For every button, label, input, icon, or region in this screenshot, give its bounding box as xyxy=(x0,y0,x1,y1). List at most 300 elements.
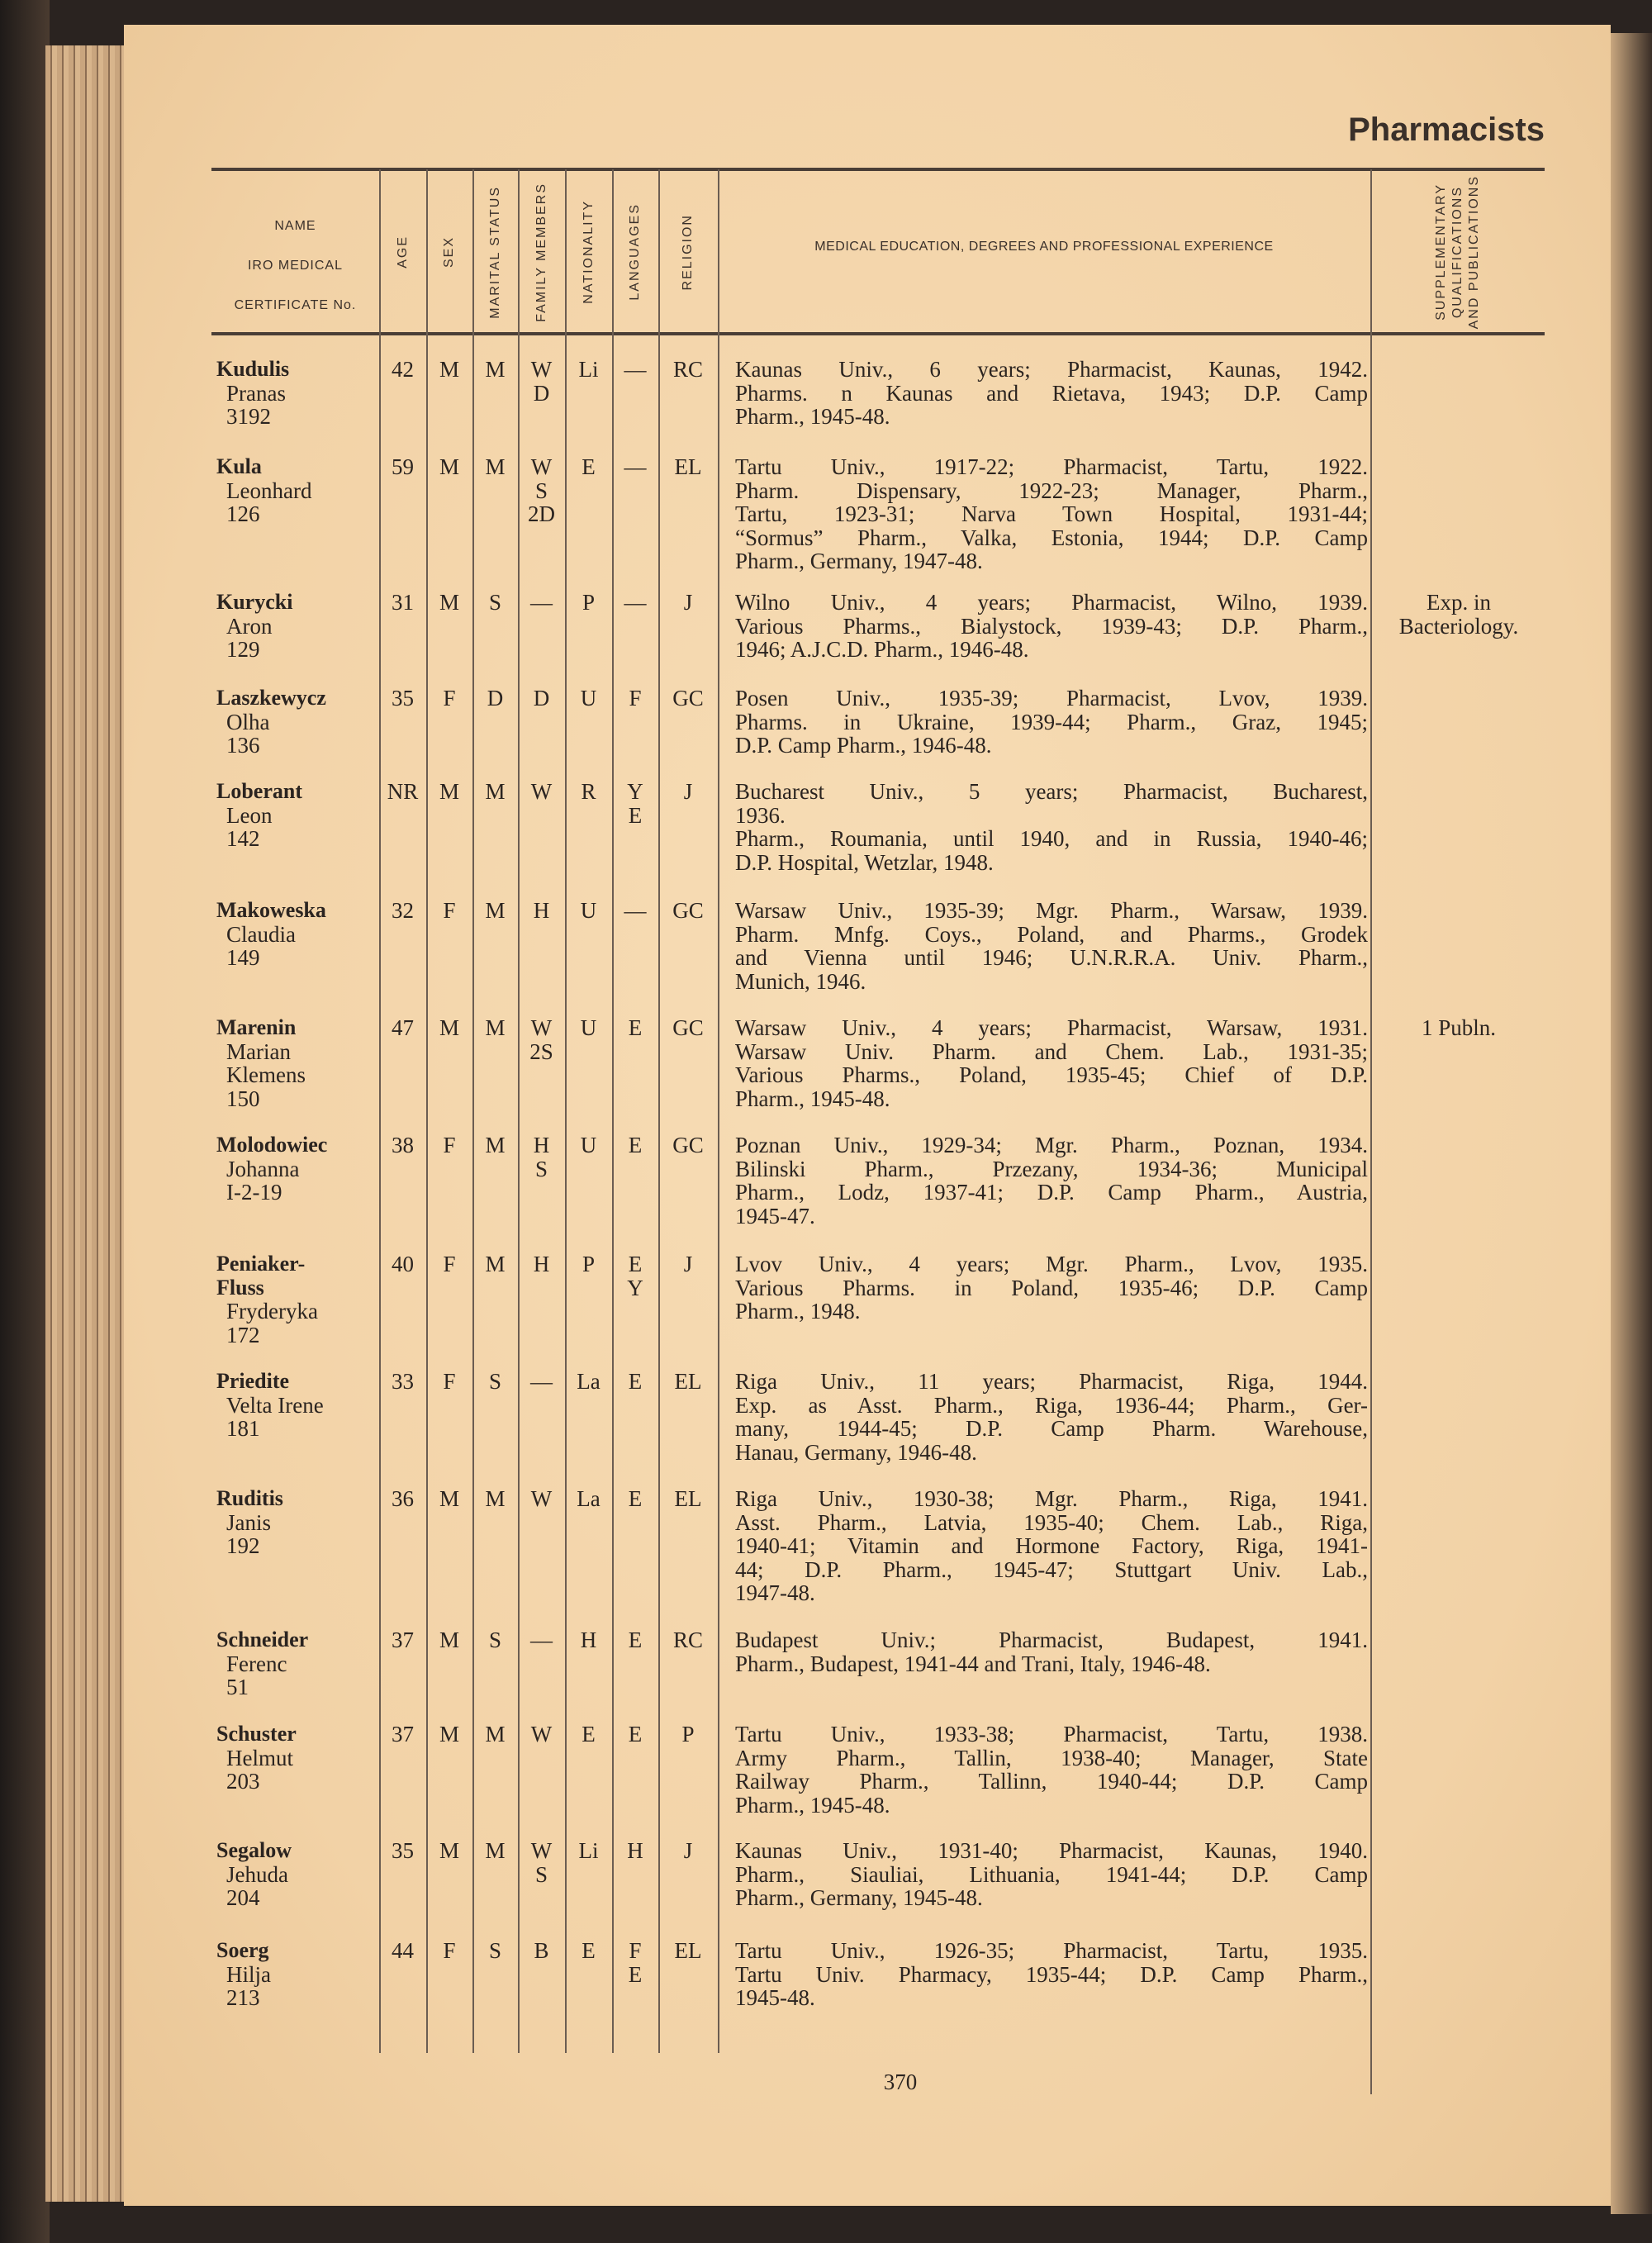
age-cell xyxy=(379,1370,426,1394)
age-cell xyxy=(379,687,426,710)
nationality-cell xyxy=(565,1939,612,1963)
given-name-or-cert: 213 xyxy=(226,1985,260,2011)
experience-line: Pharm., Germany, 1947-48. xyxy=(735,549,983,574)
marital-value: M xyxy=(485,1486,506,1511)
nationality-value: U xyxy=(580,1133,597,1157)
marital-cell xyxy=(472,455,518,479)
sex-cell xyxy=(426,687,472,710)
nationality-cell xyxy=(565,455,612,479)
languages-value: — xyxy=(624,454,647,479)
experience-line: Wilno Univ., 4 years; Pharmacist, Wilno, 1939. xyxy=(735,590,1368,615)
given-name-or-cert: 129 xyxy=(226,637,260,663)
experience-line: 44; D.P. Pharm., 1945-47; Stuttgart Univ. Lab., xyxy=(735,1556,1368,1582)
experience-line: Bucharest Univ., 5 years; Pharmacist, Bucharest, xyxy=(735,779,1368,804)
age-cell xyxy=(379,1839,426,1863)
marital-value: M xyxy=(485,454,506,479)
religion-cell xyxy=(658,780,718,804)
family-cell xyxy=(518,1487,565,1511)
header-religion-label: RELIGION xyxy=(681,213,695,291)
header-family-label: FAMILY MEMBERS xyxy=(534,182,548,322)
sex-value: M xyxy=(439,779,459,804)
age-value: 59 xyxy=(392,454,414,479)
religion-cell xyxy=(658,1939,718,1963)
given-name-or-cert: Leonhard xyxy=(226,478,312,503)
age-value: 40 xyxy=(392,1252,414,1276)
experience-cell xyxy=(735,687,1368,758)
header-marital-label: MARITAL STATUS xyxy=(487,185,502,319)
name-cell xyxy=(216,1628,382,1699)
religion-value: GC xyxy=(672,1133,704,1157)
experience-cell xyxy=(735,591,1368,662)
given-name-or-cert: Hilja xyxy=(226,1961,271,1987)
column-rule xyxy=(565,169,567,2053)
experience-cell xyxy=(735,455,1368,573)
given-name-or-cert: Helmut xyxy=(226,1745,293,1770)
nationality-value: Li xyxy=(578,357,599,382)
given-name-or-cert: 142 xyxy=(226,826,260,852)
experience-line: Hanau, Germany, 1946-48. xyxy=(735,1439,977,1465)
religion-value: GC xyxy=(672,1015,704,1040)
experience-cell xyxy=(735,1016,1368,1110)
family-cell xyxy=(518,1133,565,1181)
given-name-or-cert: 136 xyxy=(226,733,260,758)
age-value: 35 xyxy=(392,686,414,710)
sex-value: M xyxy=(439,590,459,615)
languages-value: E xyxy=(628,1015,643,1040)
column-rule xyxy=(612,169,614,2053)
experience-line: 1947-48. xyxy=(735,1580,815,1606)
family-cell xyxy=(518,687,565,710)
nationality-value: R xyxy=(581,779,596,804)
religion-value: RC xyxy=(672,1628,704,1652)
religion-value: J xyxy=(683,1252,693,1276)
family-value: — xyxy=(530,1628,553,1652)
given-name-or-cert: 149 xyxy=(226,945,260,971)
marital-cell xyxy=(472,899,518,923)
experience-line: Budapest Univ.; Pharmacist, Budapest, 1941. xyxy=(735,1628,1368,1652)
experience-line: Lvov Univ., 4 years; Mgr. Pharm., Lvov, 1935. xyxy=(735,1252,1368,1276)
header-sex xyxy=(426,173,472,330)
languages-cell xyxy=(612,1487,658,1511)
experience-cell xyxy=(735,1133,1368,1228)
experience-cell xyxy=(735,1487,1368,1605)
sex-cell xyxy=(426,1252,472,1276)
nationality-cell xyxy=(565,1370,612,1394)
family-value: D xyxy=(533,380,550,406)
header-supp-line: AND PUBLICATIONS xyxy=(1466,174,1481,330)
header-bottom-rule xyxy=(211,332,1545,335)
sex-value: F xyxy=(443,898,456,923)
age-cell xyxy=(379,358,426,382)
name-cell xyxy=(216,899,382,970)
nationality-cell xyxy=(565,1839,612,1863)
experience-line: Railway Pharm., Tallinn, 1940-44; D.P. Camp xyxy=(735,1769,1368,1794)
given-name-or-cert: Fryderyka xyxy=(226,1299,318,1324)
sex-value: M xyxy=(439,1722,459,1746)
name-cell xyxy=(216,1370,382,1441)
religion-cell xyxy=(658,1628,718,1652)
sex-value: F xyxy=(443,1252,456,1276)
languages-cell xyxy=(612,687,658,710)
name-cell xyxy=(216,455,382,526)
languages-value: E xyxy=(628,1628,643,1652)
experience-line: Pharm., 1945-48. xyxy=(735,404,890,430)
marital-value: M xyxy=(485,898,506,923)
surname: Priedite xyxy=(216,1369,290,1393)
surname: Loberant xyxy=(216,779,302,803)
experience-line: many, 1944-45; D.P. Camp Pharm. Warehouse, xyxy=(735,1416,1368,1442)
surname: Kula xyxy=(216,454,262,478)
header-sex-label: SEX xyxy=(442,235,456,268)
marital-value: M xyxy=(485,1838,506,1863)
name-cell xyxy=(216,1723,382,1794)
sex-value: M xyxy=(439,1486,459,1511)
surname: Segalow xyxy=(216,1838,292,1862)
religion-value: EL xyxy=(674,1486,702,1511)
religion-cell xyxy=(658,455,718,479)
supplementary-line: Exp. in xyxy=(1427,590,1491,615)
languages-value: — xyxy=(624,898,647,923)
marital-value: M xyxy=(485,1722,506,1746)
sex-value: M xyxy=(439,1628,459,1652)
marital-value: S xyxy=(488,1369,502,1394)
column-rule xyxy=(658,169,660,2053)
surname: Laszkewycz xyxy=(216,686,326,710)
nationality-value: U xyxy=(580,686,597,710)
experience-line: 1936. xyxy=(735,802,786,828)
experience-line: Pharm., Germany, 1945-48. xyxy=(735,1885,983,1911)
religion-cell xyxy=(658,1839,718,1863)
languages-value: F xyxy=(629,686,642,710)
marital-value: M xyxy=(485,357,506,382)
family-value: — xyxy=(530,590,553,615)
languages-value: E xyxy=(628,1252,643,1276)
languages-cell xyxy=(612,1723,658,1746)
marital-cell xyxy=(472,780,518,804)
marital-value: M xyxy=(485,779,506,804)
languages-cell xyxy=(612,591,658,615)
experience-line: 1945-48. xyxy=(735,1985,815,2011)
sex-cell xyxy=(426,1628,472,1652)
nationality-value: P xyxy=(582,590,596,615)
religion-cell xyxy=(658,899,718,923)
header-experience: MEDICAL EDUCATION, DEGREES AND PROFESSIONAL EXPERIENCE xyxy=(814,240,1274,254)
nationality-cell xyxy=(565,1628,612,1652)
nationality-value: La xyxy=(577,1369,601,1394)
header-name-line: CERTIFICATE No. xyxy=(234,298,357,312)
nationality-cell xyxy=(565,1133,612,1157)
surname: Fluss xyxy=(216,1275,264,1300)
sex-cell xyxy=(426,1016,472,1040)
religion-cell xyxy=(658,687,718,710)
header-name-line: IRO MEDICAL xyxy=(247,259,343,273)
family-cell xyxy=(518,591,565,615)
sex-value: F xyxy=(443,1938,456,1963)
given-name-or-cert: Janis xyxy=(226,1509,271,1535)
given-name-or-cert: I-2-19 xyxy=(226,1180,282,1205)
experience-line: Pharm. Mnfg. Coys., Poland, and Pharms., Grodek xyxy=(735,921,1368,947)
given-name-or-cert: Pranas xyxy=(226,380,286,406)
languages-value: E xyxy=(628,802,643,828)
experience-cell xyxy=(735,1839,1368,1910)
marital-cell xyxy=(472,358,518,382)
family-value: H xyxy=(533,1252,550,1276)
given-name-or-cert: 172 xyxy=(226,1322,260,1347)
column-rule xyxy=(1370,169,1372,2094)
experience-line: Asst. Pharm., Latvia, 1935-40; Chem. Lab., Riga, xyxy=(735,1509,1368,1535)
nationality-cell xyxy=(565,780,612,804)
sex-value: F xyxy=(443,1133,456,1157)
family-cell xyxy=(518,1939,565,1963)
religion-value: EL xyxy=(674,454,702,479)
languages-value: Y xyxy=(627,779,643,804)
nationality-cell xyxy=(565,1723,612,1746)
name-cell xyxy=(216,358,382,429)
column-rule xyxy=(426,169,428,2053)
experience-line: Tartu Univ. Pharmacy, 1935-44; D.P. Camp Pharm., xyxy=(735,1961,1368,1987)
sex-cell xyxy=(426,780,472,804)
marital-cell xyxy=(472,687,518,710)
religion-cell xyxy=(658,1723,718,1746)
experience-line: Kaunas Univ., 1931-40; Pharmacist, Kaunas, 1940. xyxy=(735,1838,1368,1863)
languages-value: — xyxy=(624,590,647,615)
family-value: W xyxy=(530,1486,553,1511)
languages-value: E xyxy=(628,1133,643,1157)
nationality-value: U xyxy=(580,1015,597,1040)
age-value: 38 xyxy=(392,1133,414,1157)
supplementary-cell xyxy=(1372,591,1545,638)
religion-cell xyxy=(658,1487,718,1511)
given-name-or-cert: 126 xyxy=(226,501,260,527)
nationality-cell xyxy=(565,1252,612,1276)
sex-cell xyxy=(426,1370,472,1394)
given-name-or-cert: Marian xyxy=(226,1038,291,1064)
experience-line: Posen Univ., 1935-39; Pharmacist, Lvov, 1939. xyxy=(735,686,1368,710)
experience-line: Pharm., 1948. xyxy=(735,1299,861,1324)
age-value: NR xyxy=(387,779,419,804)
surname: Ruditis xyxy=(216,1486,283,1510)
nationality-value: E xyxy=(582,1938,596,1963)
age-cell xyxy=(379,899,426,923)
experience-line: Riga Univ., 1930-38; Mgr. Pharm., Riga, 1941. xyxy=(735,1486,1368,1511)
religion-value: RC xyxy=(672,357,704,382)
experience-line: Pharm., Siauliai, Lithuania, 1941-44; D.P. Camp xyxy=(735,1861,1368,1887)
age-cell xyxy=(379,455,426,479)
religion-value: J xyxy=(683,779,693,804)
languages-value: — xyxy=(624,357,647,382)
header-family xyxy=(518,173,565,330)
supplementary-line: Bacteriology. xyxy=(1398,613,1519,639)
age-cell xyxy=(379,1252,426,1276)
header-supp-line: QUALIFICATIONS xyxy=(1450,185,1464,319)
family-value: H xyxy=(533,1133,550,1157)
marital-cell xyxy=(472,1723,518,1746)
languages-cell xyxy=(612,1370,658,1394)
marital-value: S xyxy=(488,1628,502,1652)
given-name-or-cert: Velta Irene xyxy=(226,1392,324,1418)
family-value: W xyxy=(530,357,553,382)
age-cell xyxy=(379,780,426,804)
languages-value: E xyxy=(628,1722,643,1746)
page-edges xyxy=(45,45,136,2202)
table-top-rule xyxy=(211,168,1545,171)
sex-cell xyxy=(426,455,472,479)
nationality-value: P xyxy=(582,1252,596,1276)
family-value: 2S xyxy=(529,1038,553,1064)
name-cell xyxy=(216,1016,382,1110)
languages-value: Y xyxy=(627,1275,643,1300)
religion-cell xyxy=(658,1016,718,1040)
given-name-or-cert: Aron xyxy=(226,613,273,639)
family-value: S xyxy=(534,1861,548,1887)
marital-cell xyxy=(472,1839,518,1863)
nationality-cell xyxy=(565,358,612,382)
header-age xyxy=(379,173,426,330)
book-binding xyxy=(0,0,50,2243)
marital-value: M xyxy=(485,1015,506,1040)
name-cell xyxy=(216,591,382,662)
nationality-cell xyxy=(565,1487,612,1511)
nationality-value: La xyxy=(577,1486,601,1511)
experience-line: Pharm., Lodz, 1937-41; D.P. Camp Pharm., Austria, xyxy=(735,1180,1368,1205)
family-value: W xyxy=(530,1015,553,1040)
marital-value: M xyxy=(485,1252,506,1276)
languages-cell xyxy=(612,1628,658,1652)
experience-line: Pharm., 1945-48. xyxy=(735,1792,890,1818)
marital-value: D xyxy=(487,686,504,710)
experience-line: Pharm. Dispensary, 1922-23; Manager, Pharm., xyxy=(735,478,1368,503)
religion-value: J xyxy=(683,1838,693,1863)
experience-line: Poznan Univ., 1929-34; Mgr. Pharm., Poznan, 1934. xyxy=(735,1133,1368,1157)
experience-line: D.P. Camp Pharm., 1946-48. xyxy=(735,733,992,758)
experience-cell xyxy=(735,1939,1368,2010)
family-cell xyxy=(518,1723,565,1746)
experience-cell xyxy=(735,899,1368,993)
languages-value: F xyxy=(629,1938,642,1963)
family-value: W xyxy=(530,1722,553,1746)
experience-line: Pharms. n Kaunas and Rietava, 1943; D.P. Camp xyxy=(735,380,1368,406)
age-cell xyxy=(379,591,426,615)
experience-line: Warsaw Univ., 1935-39; Mgr. Pharm., Warsaw, 1939. xyxy=(735,898,1368,923)
age-value: 32 xyxy=(392,898,414,923)
sex-value: M xyxy=(439,357,459,382)
age-value: 42 xyxy=(392,357,414,382)
family-value: — xyxy=(530,1369,553,1394)
name-cell xyxy=(216,1839,382,1910)
family-value: W xyxy=(530,454,553,479)
languages-cell xyxy=(612,455,658,479)
given-name-or-cert: 3192 xyxy=(226,404,271,430)
experience-cell xyxy=(735,1370,1368,1464)
given-name-or-cert: 203 xyxy=(226,1769,260,1794)
experience-line: Pharm., Budapest, 1941-44 and Trani, Italy, 1946-48. xyxy=(735,1651,1211,1676)
languages-cell xyxy=(612,1939,658,1986)
age-value: 47 xyxy=(392,1015,414,1040)
marital-value: M xyxy=(485,1133,506,1157)
experience-line: Tartu Univ., 1917-22; Pharmacist, Tartu, 1922. xyxy=(735,454,1368,479)
given-name-or-cert: 181 xyxy=(226,1416,260,1442)
sex-cell xyxy=(426,1133,472,1157)
experience-cell xyxy=(735,358,1368,429)
experience-line: Pharm., 1945-48. xyxy=(735,1086,890,1111)
header-religion xyxy=(658,173,718,330)
family-cell xyxy=(518,1370,565,1394)
surname: Soerg xyxy=(216,1938,269,1962)
sex-cell xyxy=(426,1939,472,1963)
family-cell xyxy=(518,1628,565,1652)
name-cell xyxy=(216,1252,382,1347)
experience-line: Bilinski Pharm., Przezany, 1934-36; Municipal xyxy=(735,1156,1368,1181)
marital-value: S xyxy=(488,1938,502,1963)
age-cell xyxy=(379,1133,426,1157)
given-name-or-cert: 150 xyxy=(226,1086,260,1111)
sex-value: M xyxy=(439,1015,459,1040)
marital-cell xyxy=(472,1370,518,1394)
header-age-label: AGE xyxy=(395,235,410,268)
languages-cell xyxy=(612,1016,658,1040)
age-cell xyxy=(379,1487,426,1511)
header-marital xyxy=(472,173,518,330)
experience-line: Kaunas Univ., 6 years; Pharmacist, Kaunas, 1942. xyxy=(735,357,1368,382)
marital-cell xyxy=(472,591,518,615)
header-languages xyxy=(612,173,658,330)
experience-line: 1946; A.J.C.D. Pharm., 1946-48. xyxy=(735,637,1029,663)
next-page-edge xyxy=(1611,33,1652,2214)
surname: Makoweska xyxy=(216,898,326,922)
given-name-or-cert: Olha xyxy=(226,709,270,734)
given-name-or-cert: Leon xyxy=(226,802,273,828)
page-number: 370 xyxy=(883,2070,918,2094)
age-cell xyxy=(379,1016,426,1040)
given-name-or-cert: Ferenc xyxy=(226,1651,287,1676)
given-name-or-cert: Klemens xyxy=(226,1062,306,1088)
religion-cell xyxy=(658,1133,718,1157)
sex-cell xyxy=(426,591,472,615)
experience-line: Warsaw Univ., 4 years; Pharmacist, Warsaw, 1931. xyxy=(735,1015,1368,1040)
age-cell xyxy=(379,1723,426,1746)
religion-value: P xyxy=(681,1722,695,1746)
nationality-value: U xyxy=(580,898,597,923)
family-value: S xyxy=(534,478,548,503)
experience-line: Various Pharms., Bialystock, 1939-43; D.P. Pharm., xyxy=(735,613,1368,639)
surname: Peniaker- xyxy=(216,1252,306,1276)
experience-line: Exp. as Asst. Pharm., Riga, 1936-44; Pharm., Ger- xyxy=(735,1392,1368,1418)
surname: Schneider xyxy=(216,1628,309,1651)
languages-cell xyxy=(612,1252,658,1300)
marital-cell xyxy=(472,1487,518,1511)
family-cell xyxy=(518,1016,565,1063)
header-supp-line: SUPPLEMENTARY xyxy=(1433,183,1448,321)
nationality-value: H xyxy=(580,1628,597,1652)
nationality-cell xyxy=(565,687,612,710)
surname: Schuster xyxy=(216,1722,297,1746)
name-cell xyxy=(216,1939,382,2010)
family-cell xyxy=(518,1839,565,1886)
name-cell xyxy=(216,1487,382,1558)
languages-value: H xyxy=(627,1838,643,1863)
languages-cell xyxy=(612,780,658,827)
family-value: 2D xyxy=(528,501,555,527)
religion-value: EL xyxy=(674,1938,702,1963)
family-cell xyxy=(518,455,565,526)
name-cell xyxy=(216,1133,382,1205)
supplementary-line: 1 Publn. xyxy=(1421,1015,1497,1040)
given-name-or-cert: Johanna xyxy=(226,1156,300,1181)
experience-line: Munich, 1946. xyxy=(735,968,866,994)
nationality-cell xyxy=(565,1016,612,1040)
experience-cell xyxy=(735,1252,1368,1323)
supplementary-cell xyxy=(1372,1016,1545,1040)
